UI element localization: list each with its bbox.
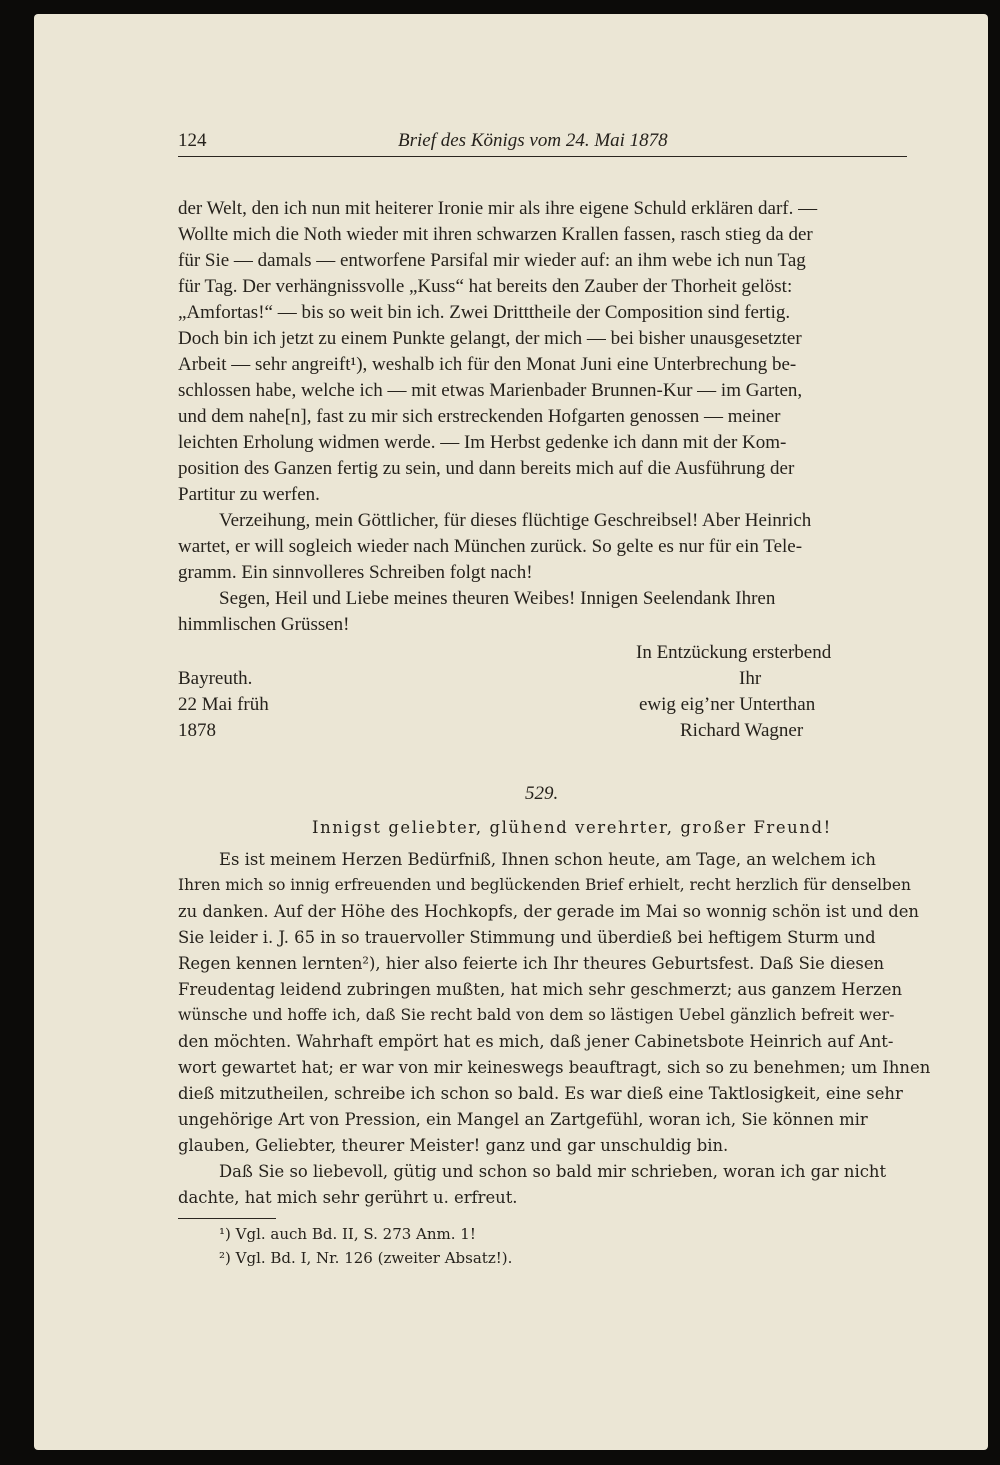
running-title: Brief des Königs vom 24. Mai 1878 — [398, 130, 668, 151]
text-line: Ihren mich so innig erfreuenden und beglückenden Brief erhielt, recht herzlich für denselben — [178, 876, 911, 894]
footnote-rule — [178, 1218, 276, 1219]
footnote: ²) Vgl. Bd. I, Nr. 126 (zweiter Absatz!). — [219, 1249, 513, 1267]
text-line: Wollte mich die Noth wieder mit ihren schwarzen Krallen fassen, rasch stieg da der — [178, 224, 813, 245]
text-line: „Amfortas!“ — bis so weit bin ich. Zwei Dritttheile der Composition sind fertig. — [178, 302, 791, 323]
page-number: 124 — [178, 130, 207, 151]
dateline: 22 Mai früh — [178, 694, 269, 715]
text-line: den möchten. Wahrhaft empört hat es mich, daß jener Cabinetsbote Heinrich auf Ant- — [178, 1032, 894, 1051]
dateline: Bayreuth. — [178, 668, 253, 689]
text-line: Sie leider i. J. 65 in so trauervoller Stimmung und überdieß bei heftigem Sturm und — [178, 928, 876, 947]
signature: Richard Wagner — [680, 720, 804, 741]
text-line: schlossen habe, welche ich — mit etwas Marienbader Brunnen-Kur — im Garten, — [178, 380, 803, 401]
text-line: himmlischen Grüssen! — [178, 614, 350, 635]
closing-line: In Entzückung ersterbend — [636, 642, 832, 663]
text-line: wünsche und hoffe ich, daß Sie recht bald von dem so lästigen Uebel gänzlich befreit wer- — [178, 1006, 895, 1024]
text-line: gramm. Ein sinnvolleres Schreiben folgt nach! — [178, 562, 533, 583]
text-line: Segen, Heil und Liebe meines theuren Weibes! Innigen Seelendank Ihren — [219, 588, 776, 609]
text-line: dachte, hat mich sehr gerührt u. erfreut. — [178, 1188, 518, 1207]
text-line: Es ist meinem Herzen Bedürfniß, Ihnen schon heute, am Tage, an welchem ich — [219, 850, 876, 869]
text-line: für Tag. Der verhängnissvolle „Kuss“ hat bereits den Zauber der Thorheit gelöst: — [178, 276, 793, 297]
text-line: leichten Erholung widmen werde. — Im Herbst gedenke ich dann mit der Kom- — [178, 432, 787, 453]
text-line: wort gewartet hat; er war von mir keineswegs beauftragt, sich so zu benehmen; um Ihnen — [178, 1058, 931, 1077]
text-line: wartet, er will sogleich wieder nach München zurück. So gelte es nur für ein Tele- — [178, 536, 803, 557]
text-line: dieß mitzutheilen, schreibe ich schon so bald. Es war dieß eine Taktlosigkeit, eine sehr — [178, 1084, 903, 1103]
text-line: Arbeit — sehr angreift¹), weshalb ich für den Monat Juni eine Unterbrechung be- — [178, 354, 797, 375]
text-line: Verzeihung, mein Göttlicher, für dieses flüchtige Geschreibsel! Aber Heinrich — [219, 510, 812, 531]
text-line: glauben, Geliebter, theurer Meister! ganz und gar unschuldig bin. — [178, 1136, 729, 1155]
closing-line: ewig eig’ner Unterthan — [639, 694, 816, 715]
closing-line: Ihr — [739, 668, 762, 689]
running-header — [178, 128, 907, 157]
text-line: Partitur zu werfen. — [178, 484, 320, 505]
text-line: der Welt, den ich nun mit heiterer Ironie mir als ihre eigene Schuld erklären darf. — — [178, 198, 818, 219]
letter-salutation: Innigst geliebter, glühend verehrter, großer Freund! — [312, 818, 832, 837]
text-line: Daß Sie so liebevoll, gütig und schon so bald mir schrieben, woran ich gar nicht — [219, 1162, 887, 1181]
text-line: Freudentag leidend zubringen mußten, hat mich sehr geschmerzt; aus ganzem Herzen — [178, 980, 903, 999]
text-line: und dem nahe[n], fast zu mir sich erstreckenden Hofgarten genossen — meiner — [178, 406, 781, 427]
text-line: position des Ganzen fertig zu sein, und dann bereits mich auf die Ausführung der — [178, 458, 795, 479]
text-line: Doch bin ich jetzt zu einem Punkte gelangt, der mich — bei bisher unausgesetzter — [178, 328, 802, 349]
dateline: 1878 — [178, 720, 216, 741]
text-line: ungehörige Art von Pression, ein Mangel an Zartgefühl, woran ich, Sie können mir — [178, 1110, 868, 1129]
footnote: ¹) Vgl. auch Bd. II, S. 273 Anm. 1! — [219, 1225, 476, 1243]
letter-number: 529. — [525, 783, 559, 804]
text-line: für Sie — damals — entworfene Parsifal mir wieder auf: an ihm webe ich nun Tag — [178, 250, 806, 271]
text-line: Regen kennen lernten²), hier also feierte ich Ihr theures Geburtsfest. Daß Sie diesen — [178, 954, 885, 973]
text-line: zu danken. Auf der Höhe des Hochkopfs, der gerade im Mai so wonnig schön ist und den — [178, 902, 919, 921]
